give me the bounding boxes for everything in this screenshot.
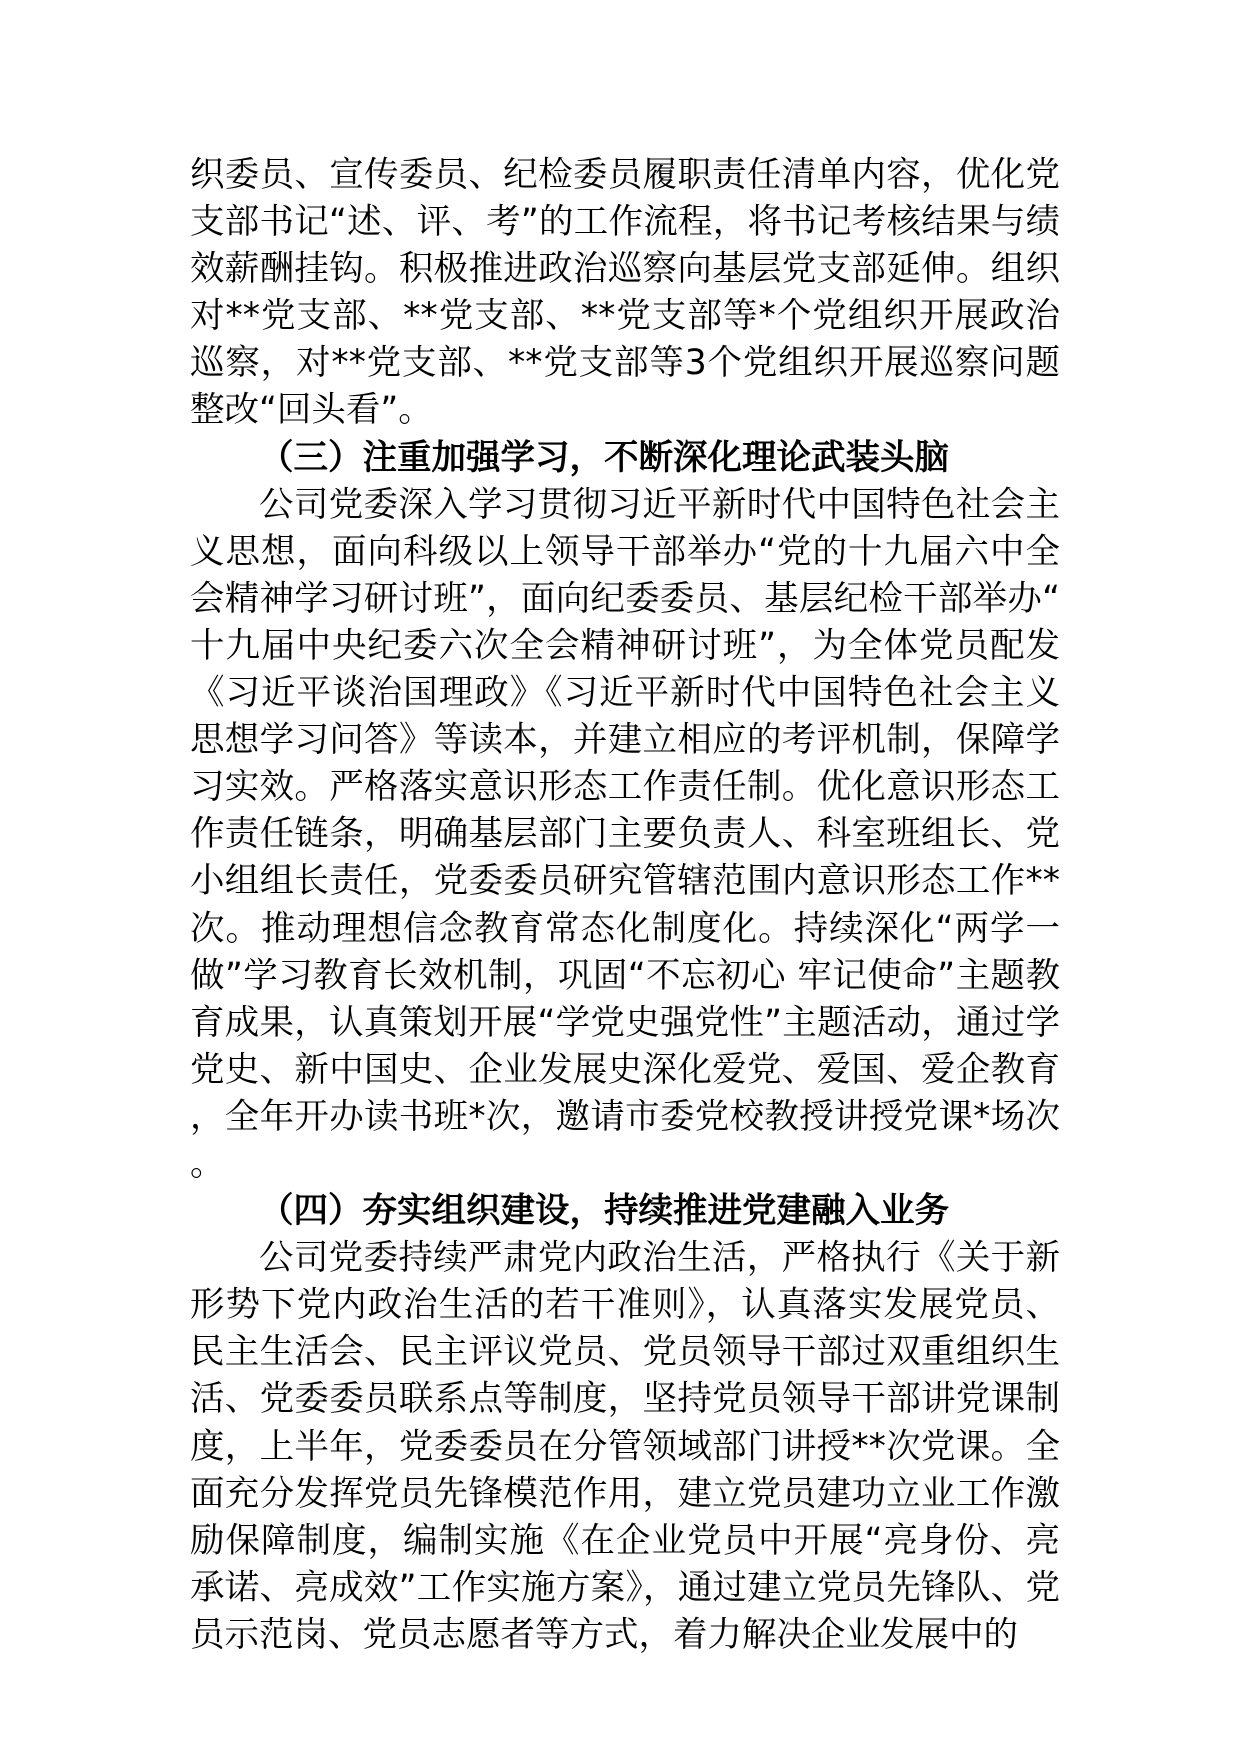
section-heading-4: （四）夯实组织建设，持续推进党建融入业务 [259,1191,949,1232]
body-paragraph-3: 公司党委深入学习贯彻习近平新时代中国特色社会主义思想，面向科级以上领导干部举办“党的十九届六中全会精神学习研讨班”，面向纪委委员、基层纪检干部举办“十九届中央纪委六次全会精神研讨班”，为全体党员配发《习近平谈治国理政》《习近平新时代中国特色社会主义思想学习问答》等读本，并建立相应的考评机制，保障学习实效。严格落实意识形态工作责任制。优化意识形态工作责任链条，明确基层部门主要负责人、科室班组长、党小组组长责任，党委委员研究管辖范围内意识形态工作**次。推动理想信念教育常态化制度化。持续深化“两学一做”学习教育长效机制，巩固“不忘初心 牢记使命”主题教育成果，认真策划开展“学党史强党性”主题活动，通过学党史、新中国史、企业发展史深化爱党、爱国、爱企教育，全年开办读书班*次，邀请市委党校教授讲授党课*场次。 [190,484,1060,1184]
document-body [190,152,1060,1659]
section-heading-3: （三）注重加强学习，不断深化理论武装头脑 [259,437,949,478]
body-paragraph-4: 公司党委持续严肃党内政治生活，严格执行《关于新形势下党内政治生活的若干准则》，认真落实发展党员、民主生活会、民主评议党员、党员领导干部过双重组织生活、党委委员联系点等制度，坚持党员领导干部讲党课制度，上半年，党委委员在分管领域部门讲授**次党课。全面充分发挥党员先锋模范作用，建立党员建功立业工作激励保障制度，编制实施《在企业党员中开展“亮身份、亮承诺、亮成效”工作实施方案》，通过建立党员先锋队、党员示范岗、党员志愿者等方式，着力解决企业发展中的 [190,1238,1060,1655]
continuation-paragraph: 织委员、宣传委员、纪检委员履职责任清单内容，优化党支部书记“述、评、考”的工作流程，将书记考核结果与绩效薪酬挂钩。积极推进政治巡察向基层党支部延伸。组织对**党支部、**党支部、**党支部等*个党组织开展政治巡察，对**党支部、**党支部等3个党组织开展巡察问题整改“回头看”。 [190,155,1060,431]
